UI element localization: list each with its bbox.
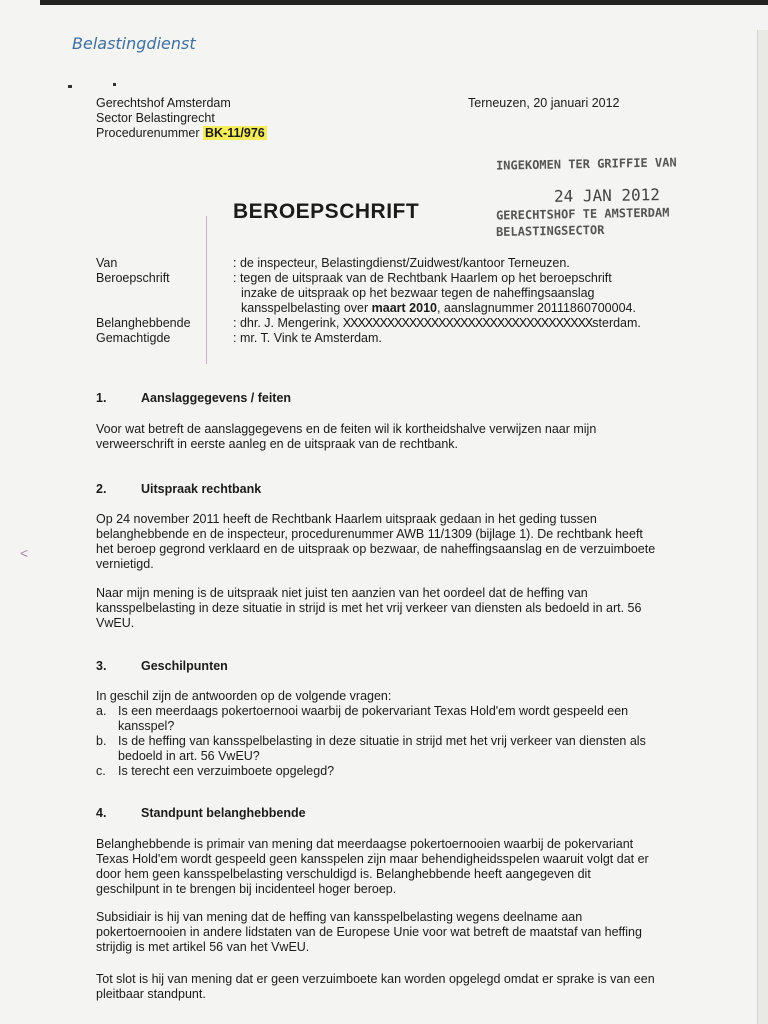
section-2-number: 2. bbox=[96, 482, 107, 496]
scan-page-edge bbox=[757, 30, 768, 1024]
beroepschrift-label: Beroepschrift bbox=[96, 271, 170, 285]
margin-mark: < bbox=[20, 545, 29, 561]
gemachtigde-value: : mr. T. Vink te Amsterdam. bbox=[233, 331, 382, 345]
section-4-paragraph-2: Subsidiair is hij van mening dat de heffing van kansspelbelasting wegens deelname aan pokertoernooien in andere lidstaten van de Europese Unie voor wat betreft de maatstaf van heffing strijdig is met artikel 56 van het VwEU. bbox=[96, 910, 642, 954]
list-item bbox=[96, 704, 628, 719]
van-value: : de inspecteur, Belastingdienst/Zuidwest/kantoor Terneuzen. bbox=[233, 256, 570, 270]
beroepschrift-value-3 bbox=[241, 301, 636, 316]
scan-top-edge bbox=[40, 0, 768, 5]
belanghebbende-value bbox=[233, 316, 641, 331]
section-3-number: 3. bbox=[96, 659, 107, 673]
list-item-continuation: kansspel? bbox=[118, 719, 175, 733]
stamp-line-2: GERECHTSHOF TE AMSTERDAM bbox=[495, 205, 670, 223]
scan-speck bbox=[68, 85, 72, 88]
beroepschrift-value-3a: kansspelbelasting over bbox=[241, 301, 372, 315]
list-item-text: Is terecht een verzuimboete opgelegd? bbox=[118, 764, 335, 778]
procedure-prefix: Procedurenummer bbox=[96, 126, 203, 140]
beroepschrift-value-3c: , aanslagnummer 20111860700004. bbox=[436, 301, 636, 315]
list-item-continuation: bedoeld in art. 56 VwEU? bbox=[118, 749, 260, 763]
section-1-title: Aanslaggegevens / feiten bbox=[141, 391, 292, 405]
logo-text: Belastingdienst bbox=[72, 34, 196, 53]
procedure-line bbox=[96, 126, 267, 141]
procedure-number: BK-11/976 bbox=[205, 126, 265, 140]
scan-speck bbox=[113, 83, 116, 86]
list-item-letter: c. bbox=[96, 764, 106, 778]
stamp-date: 24 JAN 2012 bbox=[553, 185, 661, 206]
belanghebbende-city-tail: sterdam. bbox=[592, 316, 641, 330]
section-1-number: 1. bbox=[96, 391, 107, 405]
margin-line bbox=[206, 216, 207, 364]
beroepschrift-value-2: inzake de uitspraak op het bezwaar tegen de naheffingsaanslag bbox=[241, 286, 595, 300]
beroepschrift-value-1: : tegen de uitspraak van de Rechtbank Haarlem op het beroepschrift bbox=[233, 271, 612, 285]
addressee-line-1: Gerechtshof Amsterdam bbox=[96, 96, 231, 110]
place-date: Terneuzen, 20 januari 2012 bbox=[468, 96, 620, 110]
belanghebbende-label: Belanghebbende bbox=[96, 316, 191, 330]
gemachtigde-label: Gemachtigde bbox=[96, 331, 171, 345]
section-3-title: Geschilpunten bbox=[141, 659, 228, 673]
section-4-title: Standpunt belanghebbende bbox=[141, 806, 306, 820]
section-2-paragraph-2: Naar mijn mening is de uitspraak niet juist ten aanzien van het oordeel dat de heffing van kansspelbelasting in deze situatie in strijd is met het vrij verkeer van diensten als bedoeld in art. 56 VwEU. bbox=[96, 586, 642, 630]
beroepschrift-period: maart 2010 bbox=[371, 301, 437, 315]
document-title: BEROEPSCHRIFT bbox=[233, 200, 420, 223]
belanghebbende-name: : dhr. J. Mengerink, bbox=[233, 316, 343, 330]
list-item bbox=[96, 764, 334, 779]
stamp-line-1: INGEKOMEN TER GRIFFIE VAN bbox=[495, 155, 677, 173]
list-item bbox=[96, 734, 646, 749]
section-3-intro: In geschil zijn de antwoorden op de volgende vragen: bbox=[96, 689, 392, 703]
van-label: Van bbox=[96, 256, 118, 270]
list-item-letter: b. bbox=[96, 734, 107, 748]
list-item-letter: a. bbox=[96, 704, 107, 718]
section-4-number: 4. bbox=[96, 806, 107, 820]
section-1-paragraph: Voor wat betreft de aanslaggegevens en de feiten wil ik kortheidshalve verwijzen naar mijn verweerschrift in eerste aanleg en de uitspraak van de rechtbank. bbox=[96, 422, 597, 451]
list-item-text: Is de heffing van kansspelbelasting in deze situatie in strijd met het vrij verkeer van diensten als bbox=[118, 734, 646, 748]
stamp-line-3: BELASTINGSECTOR bbox=[495, 223, 605, 239]
redacted-address: XXXXXXXXXXXXXXXXXXXXXXXXXXXXXXXXXX bbox=[342, 316, 593, 330]
section-4-paragraph-1: Belanghebbende is primair van mening dat meerdaagse pokertoernooien waarbij de pokervariant Texas Hold'em wordt gespeeld geen kansspelen zijn maar behendigheidsspelen waaruit volgt dat er door hem geen kansspelbelasting verschuldigd is. Belanghebbende heeft aangegeven dit geschilpunt in te brengen bij incidenteel hoger beroep. bbox=[96, 837, 649, 896]
section-4-paragraph-3: Tot slot is hij van mening dat er geen verzuimboete kan worden opgelegd omdat er sprake is van een pleitbaar standpunt. bbox=[96, 972, 655, 1001]
section-2-paragraph-1: Op 24 november 2011 heeft de Rechtbank Haarlem uitspraak gedaan in het geding tussen belanghebbende en de inspecteur, procedurenummer AWB 11/1309 (bijlage 1). De rechtbank heeft het beroep gegrond verklaard en de uitspraak op bezwaar, de naheffingsaanslag en de verzuimboete vernietigd. bbox=[96, 512, 656, 571]
section-2-title: Uitspraak rechtbank bbox=[141, 482, 262, 496]
addressee-line-2: Sector Belastingrecht bbox=[96, 111, 215, 125]
list-item-text: Is een meerdaags pokertoernooi waarbij de pokervariant Texas Hold'em wordt gespeeld een bbox=[118, 704, 629, 718]
